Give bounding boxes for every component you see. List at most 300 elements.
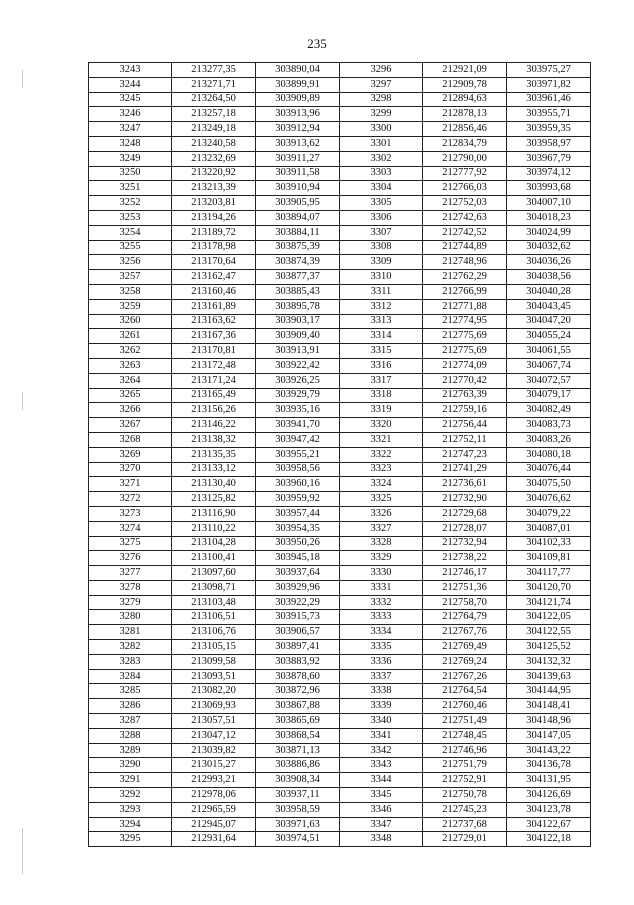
y-coordinate-cell: 304075,50 (507, 477, 591, 492)
x-coordinate-cell: 213277,35 (172, 63, 256, 78)
y-coordinate-cell: 303959,92 (256, 492, 340, 507)
table-row (89, 699, 591, 714)
point-number-cell: 3246 (89, 107, 172, 122)
y-coordinate-cell: 303926,25 (256, 373, 340, 388)
y-coordinate-cell: 304024,99 (507, 225, 591, 240)
point-number-cell: 3248 (89, 136, 172, 151)
y-coordinate-cell: 303974,51 (256, 832, 340, 847)
x-coordinate-cell: 213162,47 (172, 270, 256, 285)
x-coordinate-cell: 213213,39 (172, 181, 256, 196)
x-coordinate-cell: 212766,03 (423, 181, 507, 196)
y-coordinate-cell: 304109,81 (507, 551, 591, 566)
x-coordinate-cell: 212894,63 (423, 92, 507, 107)
point-number-cell: 3312 (340, 299, 423, 314)
x-coordinate-cell: 212760,46 (423, 699, 507, 714)
x-coordinate-cell: 213099,58 (172, 654, 256, 669)
x-coordinate-cell: 213161,89 (172, 299, 256, 314)
point-number-cell: 3271 (89, 477, 172, 492)
scan-margin-mark (22, 828, 23, 874)
x-coordinate-cell: 213133,12 (172, 462, 256, 477)
point-number-cell: 3276 (89, 551, 172, 566)
x-coordinate-cell: 212769,24 (423, 654, 507, 669)
x-coordinate-cell: 212774,09 (423, 358, 507, 373)
table-row (89, 92, 591, 107)
point-number-cell: 3345 (340, 788, 423, 803)
table-row (89, 551, 591, 566)
point-number-cell: 3267 (89, 418, 172, 433)
table-row (89, 403, 591, 418)
point-number-cell: 3257 (89, 270, 172, 285)
point-number-cell: 3286 (89, 699, 172, 714)
y-coordinate-cell: 304122,05 (507, 610, 591, 625)
y-coordinate-cell: 304083,73 (507, 418, 591, 433)
y-coordinate-cell: 303884,11 (256, 225, 340, 240)
x-coordinate-cell: 213240,58 (172, 136, 256, 151)
point-number-cell: 3329 (340, 551, 423, 566)
x-coordinate-cell: 212745,23 (423, 802, 507, 817)
point-number-cell: 3253 (89, 210, 172, 225)
x-coordinate-cell: 212741,29 (423, 462, 507, 477)
point-number-cell: 3319 (340, 403, 423, 418)
x-coordinate-cell: 212775,69 (423, 344, 507, 359)
point-number-cell: 3279 (89, 595, 172, 610)
x-coordinate-cell: 213138,32 (172, 432, 256, 447)
table-row (89, 462, 591, 477)
table-row (89, 832, 591, 847)
x-coordinate-cell: 212742,63 (423, 210, 507, 225)
table-row (89, 255, 591, 270)
point-number-cell: 3281 (89, 625, 172, 640)
y-coordinate-cell: 303955,21 (256, 447, 340, 462)
point-number-cell: 3330 (340, 566, 423, 581)
point-number-cell: 3268 (89, 432, 172, 447)
x-coordinate-cell: 212921,09 (423, 63, 507, 78)
point-number-cell: 3348 (340, 832, 423, 847)
x-coordinate-cell: 212770,42 (423, 373, 507, 388)
x-coordinate-cell: 213146,22 (172, 418, 256, 433)
x-coordinate-cell: 213116,90 (172, 506, 256, 521)
point-number-cell: 3301 (340, 136, 423, 151)
table-row (89, 802, 591, 817)
x-coordinate-cell: 212748,96 (423, 255, 507, 270)
point-number-cell: 3290 (89, 758, 172, 773)
x-coordinate-cell: 212742,52 (423, 225, 507, 240)
table-row (89, 714, 591, 729)
x-coordinate-cell: 213105,15 (172, 640, 256, 655)
y-coordinate-cell: 304148,96 (507, 714, 591, 729)
x-coordinate-cell: 213170,81 (172, 344, 256, 359)
point-number-cell: 3285 (89, 684, 172, 699)
x-coordinate-cell: 212732,94 (423, 536, 507, 551)
y-coordinate-cell: 304055,24 (507, 329, 591, 344)
x-coordinate-cell: 212736,61 (423, 477, 507, 492)
x-coordinate-cell: 212744,89 (423, 240, 507, 255)
point-number-cell: 3299 (340, 107, 423, 122)
y-coordinate-cell: 304143,22 (507, 743, 591, 758)
y-coordinate-cell: 303909,40 (256, 329, 340, 344)
y-coordinate-cell: 303894,07 (256, 210, 340, 225)
y-coordinate-cell: 303959,35 (507, 122, 591, 137)
y-coordinate-cell: 303971,63 (256, 817, 340, 832)
x-coordinate-cell: 212729,68 (423, 506, 507, 521)
point-number-cell: 3269 (89, 447, 172, 462)
y-coordinate-cell: 304082,49 (507, 403, 591, 418)
y-coordinate-cell: 303871,13 (256, 743, 340, 758)
point-number-cell: 3254 (89, 225, 172, 240)
x-coordinate-cell: 212759,16 (423, 403, 507, 418)
point-number-cell: 3302 (340, 151, 423, 166)
x-coordinate-cell: 213100,41 (172, 551, 256, 566)
y-coordinate-cell: 304123,78 (507, 802, 591, 817)
x-coordinate-cell: 212766,99 (423, 284, 507, 299)
x-coordinate-cell: 213172,48 (172, 358, 256, 373)
x-coordinate-cell: 212909,78 (423, 77, 507, 92)
point-number-cell: 3313 (340, 314, 423, 329)
table-row (89, 373, 591, 388)
y-coordinate-cell: 303911,58 (256, 166, 340, 181)
point-number-cell: 3280 (89, 610, 172, 625)
point-number-cell: 3273 (89, 506, 172, 521)
y-coordinate-cell: 303960,16 (256, 477, 340, 492)
x-coordinate-cell: 213264,50 (172, 92, 256, 107)
point-number-cell: 3326 (340, 506, 423, 521)
x-coordinate-cell: 213203,81 (172, 196, 256, 211)
x-coordinate-cell: 212775,69 (423, 329, 507, 344)
point-number-cell: 3308 (340, 240, 423, 255)
x-coordinate-cell: 212965,59 (172, 802, 256, 817)
point-number-cell: 3324 (340, 477, 423, 492)
x-coordinate-cell: 212728,07 (423, 521, 507, 536)
y-coordinate-cell: 303883,92 (256, 654, 340, 669)
x-coordinate-cell: 212834,79 (423, 136, 507, 151)
y-coordinate-cell: 304120,70 (507, 580, 591, 595)
y-coordinate-cell: 303913,91 (256, 344, 340, 359)
y-coordinate-cell: 303974,12 (507, 166, 591, 181)
page-number: 235 (307, 36, 327, 51)
point-number-cell: 3292 (89, 788, 172, 803)
y-coordinate-cell: 304040,28 (507, 284, 591, 299)
point-number-cell: 3282 (89, 640, 172, 655)
x-coordinate-cell: 213015,27 (172, 758, 256, 773)
table-row (89, 358, 591, 373)
table-row (89, 728, 591, 743)
y-coordinate-cell: 303922,29 (256, 595, 340, 610)
point-number-cell: 3294 (89, 817, 172, 832)
y-coordinate-cell: 303875,39 (256, 240, 340, 255)
x-coordinate-cell: 212774,95 (423, 314, 507, 329)
table-row (89, 743, 591, 758)
y-coordinate-cell: 303915,73 (256, 610, 340, 625)
y-coordinate-cell: 304122,18 (507, 832, 591, 847)
x-coordinate-cell: 212729,01 (423, 832, 507, 847)
point-number-cell: 3325 (340, 492, 423, 507)
x-coordinate-cell: 213167,36 (172, 329, 256, 344)
x-coordinate-cell: 212750,78 (423, 788, 507, 803)
x-coordinate-cell: 213163,62 (172, 314, 256, 329)
y-coordinate-cell: 303877,37 (256, 270, 340, 285)
y-coordinate-cell: 303899,91 (256, 77, 340, 92)
x-coordinate-cell: 212751,36 (423, 580, 507, 595)
point-number-cell: 3265 (89, 388, 172, 403)
y-coordinate-cell: 303941,70 (256, 418, 340, 433)
y-coordinate-cell: 303955,71 (507, 107, 591, 122)
y-coordinate-cell: 303878,60 (256, 669, 340, 684)
x-coordinate-cell: 212978,06 (172, 788, 256, 803)
point-number-cell: 3304 (340, 181, 423, 196)
table-row (89, 151, 591, 166)
table-row (89, 225, 591, 240)
y-coordinate-cell: 304018,23 (507, 210, 591, 225)
x-coordinate-cell: 212777,92 (423, 166, 507, 181)
table-row (89, 447, 591, 462)
table-row (89, 492, 591, 507)
point-number-cell: 3310 (340, 270, 423, 285)
y-coordinate-cell: 303958,56 (256, 462, 340, 477)
x-coordinate-cell: 213057,51 (172, 714, 256, 729)
y-coordinate-cell: 303885,43 (256, 284, 340, 299)
y-coordinate-cell: 303895,78 (256, 299, 340, 314)
y-coordinate-cell: 303993,68 (507, 181, 591, 196)
x-coordinate-cell: 213047,12 (172, 728, 256, 743)
point-number-cell: 3283 (89, 654, 172, 669)
x-coordinate-cell: 212767,26 (423, 669, 507, 684)
table-row (89, 640, 591, 655)
x-coordinate-cell: 213257,18 (172, 107, 256, 122)
y-coordinate-cell: 304147,05 (507, 728, 591, 743)
point-number-cell: 3297 (340, 77, 423, 92)
x-coordinate-cell: 213156,26 (172, 403, 256, 418)
x-coordinate-cell: 213232,69 (172, 151, 256, 166)
table-row (89, 181, 591, 196)
y-coordinate-cell: 303872,96 (256, 684, 340, 699)
point-number-cell: 3343 (340, 758, 423, 773)
point-number-cell: 3335 (340, 640, 423, 655)
point-number-cell: 3334 (340, 625, 423, 640)
x-coordinate-cell: 212751,79 (423, 758, 507, 773)
point-number-cell: 3300 (340, 122, 423, 137)
y-coordinate-cell: 304080,18 (507, 447, 591, 462)
y-coordinate-cell: 304087,01 (507, 521, 591, 536)
y-coordinate-cell: 304083,26 (507, 432, 591, 447)
x-coordinate-cell: 212752,11 (423, 432, 507, 447)
point-number-cell: 3342 (340, 743, 423, 758)
x-coordinate-cell: 212878,13 (423, 107, 507, 122)
point-number-cell: 3256 (89, 255, 172, 270)
y-coordinate-cell: 304122,67 (507, 817, 591, 832)
table-row (89, 595, 591, 610)
y-coordinate-cell: 304117,77 (507, 566, 591, 581)
point-number-cell: 3287 (89, 714, 172, 729)
table-row (89, 314, 591, 329)
x-coordinate-cell: 213082,20 (172, 684, 256, 699)
x-coordinate-cell: 213106,51 (172, 610, 256, 625)
x-coordinate-cell: 213194,26 (172, 210, 256, 225)
y-coordinate-cell: 304076,44 (507, 462, 591, 477)
y-coordinate-cell: 303913,62 (256, 136, 340, 151)
y-coordinate-cell: 304144,95 (507, 684, 591, 699)
point-number-cell: 3262 (89, 344, 172, 359)
point-number-cell: 3243 (89, 63, 172, 78)
point-number-cell: 3347 (340, 817, 423, 832)
point-number-cell: 3250 (89, 166, 172, 181)
point-number-cell: 3307 (340, 225, 423, 240)
x-coordinate-cell: 212762,29 (423, 270, 507, 285)
point-number-cell: 3293 (89, 802, 172, 817)
y-coordinate-cell: 304139,63 (507, 669, 591, 684)
x-coordinate-cell: 212856,46 (423, 122, 507, 137)
y-coordinate-cell: 303867,88 (256, 699, 340, 714)
point-number-cell: 3272 (89, 492, 172, 507)
point-number-cell: 3322 (340, 447, 423, 462)
point-number-cell: 3260 (89, 314, 172, 329)
x-coordinate-cell: 213110,22 (172, 521, 256, 536)
y-coordinate-cell: 303947,42 (256, 432, 340, 447)
point-number-cell: 3275 (89, 536, 172, 551)
x-coordinate-cell: 213171,24 (172, 373, 256, 388)
point-number-cell: 3332 (340, 595, 423, 610)
point-number-cell: 3327 (340, 521, 423, 536)
scan-margin-mark (22, 392, 23, 410)
x-coordinate-cell: 213130,40 (172, 477, 256, 492)
point-number-cell: 3263 (89, 358, 172, 373)
point-number-cell: 3336 (340, 654, 423, 669)
x-coordinate-cell: 212764,54 (423, 684, 507, 699)
x-coordinate-cell: 213097,60 (172, 566, 256, 581)
table-row (89, 654, 591, 669)
point-number-cell: 3346 (340, 802, 423, 817)
x-coordinate-cell: 212993,21 (172, 773, 256, 788)
point-number-cell: 3288 (89, 728, 172, 743)
table-row (89, 418, 591, 433)
y-coordinate-cell: 303967,79 (507, 151, 591, 166)
point-number-cell: 3306 (340, 210, 423, 225)
x-coordinate-cell: 212751,49 (423, 714, 507, 729)
y-coordinate-cell: 303868,54 (256, 728, 340, 743)
y-coordinate-cell: 304067,74 (507, 358, 591, 373)
table-row (89, 506, 591, 521)
point-number-cell: 3320 (340, 418, 423, 433)
table-row (89, 684, 591, 699)
x-coordinate-cell: 212752,91 (423, 773, 507, 788)
point-number-cell: 3309 (340, 255, 423, 270)
y-coordinate-cell: 304131,95 (507, 773, 591, 788)
y-coordinate-cell: 303929,79 (256, 388, 340, 403)
x-coordinate-cell: 212767,76 (423, 625, 507, 640)
table-row (89, 107, 591, 122)
y-coordinate-cell: 304072,57 (507, 373, 591, 388)
table-row (89, 329, 591, 344)
point-number-cell: 3247 (89, 122, 172, 137)
point-number-cell: 3317 (340, 373, 423, 388)
point-number-cell: 3316 (340, 358, 423, 373)
point-number-cell: 3249 (89, 151, 172, 166)
table-row (89, 788, 591, 803)
y-coordinate-cell: 304007,10 (507, 196, 591, 211)
table-row (89, 625, 591, 640)
x-coordinate-cell: 212931,64 (172, 832, 256, 847)
y-coordinate-cell: 303897,41 (256, 640, 340, 655)
x-coordinate-cell: 213249,18 (172, 122, 256, 137)
point-number-cell: 3298 (340, 92, 423, 107)
table-row (89, 536, 591, 551)
point-number-cell: 3266 (89, 403, 172, 418)
x-coordinate-cell: 213271,71 (172, 77, 256, 92)
table-row (89, 136, 591, 151)
x-coordinate-cell: 213189,72 (172, 225, 256, 240)
x-coordinate-cell: 212758,70 (423, 595, 507, 610)
y-coordinate-cell: 303929,96 (256, 580, 340, 595)
y-coordinate-cell: 304079,17 (507, 388, 591, 403)
point-number-cell: 3296 (340, 63, 423, 78)
scan-margin-mark (22, 70, 23, 88)
y-coordinate-cell: 303874,39 (256, 255, 340, 270)
y-coordinate-cell: 303903,17 (256, 314, 340, 329)
y-coordinate-cell: 304061,55 (507, 344, 591, 359)
table-row (89, 122, 591, 137)
table-row (89, 240, 591, 255)
table-row (89, 166, 591, 181)
y-coordinate-cell: 303935,16 (256, 403, 340, 418)
table-row (89, 521, 591, 536)
x-coordinate-cell: 213069,93 (172, 699, 256, 714)
point-number-cell: 3305 (340, 196, 423, 211)
table-row (89, 610, 591, 625)
coordinates-table-body (89, 63, 591, 847)
y-coordinate-cell: 303908,34 (256, 773, 340, 788)
y-coordinate-cell: 303937,64 (256, 566, 340, 581)
point-number-cell: 3270 (89, 462, 172, 477)
y-coordinate-cell: 303958,97 (507, 136, 591, 151)
y-coordinate-cell: 304126,69 (507, 788, 591, 803)
x-coordinate-cell: 212738,22 (423, 551, 507, 566)
y-coordinate-cell: 304076,62 (507, 492, 591, 507)
x-coordinate-cell: 212769,49 (423, 640, 507, 655)
x-coordinate-cell: 212764,79 (423, 610, 507, 625)
point-number-cell: 3291 (89, 773, 172, 788)
x-coordinate-cell: 213103,48 (172, 595, 256, 610)
table-row (89, 773, 591, 788)
coordinates-table (88, 62, 591, 847)
x-coordinate-cell: 212746,17 (423, 566, 507, 581)
x-coordinate-cell: 213220,92 (172, 166, 256, 181)
y-coordinate-cell: 303890,04 (256, 63, 340, 78)
x-coordinate-cell: 212945,07 (172, 817, 256, 832)
y-coordinate-cell: 304102,33 (507, 536, 591, 551)
table-row (89, 566, 591, 581)
y-coordinate-cell: 303912,94 (256, 122, 340, 137)
y-coordinate-cell: 304136,78 (507, 758, 591, 773)
table-row (89, 77, 591, 92)
point-number-cell: 3339 (340, 699, 423, 714)
y-coordinate-cell: 303945,18 (256, 551, 340, 566)
point-number-cell: 3251 (89, 181, 172, 196)
point-number-cell: 3311 (340, 284, 423, 299)
table-row (89, 817, 591, 832)
table-row (89, 344, 591, 359)
table-row (89, 580, 591, 595)
x-coordinate-cell: 213104,28 (172, 536, 256, 551)
point-number-cell: 3337 (340, 669, 423, 684)
point-number-cell: 3323 (340, 462, 423, 477)
point-number-cell: 3277 (89, 566, 172, 581)
y-coordinate-cell: 303971,82 (507, 77, 591, 92)
y-coordinate-cell: 304122,55 (507, 625, 591, 640)
table-row (89, 210, 591, 225)
point-number-cell: 3333 (340, 610, 423, 625)
point-number-cell: 3303 (340, 166, 423, 181)
x-coordinate-cell: 213165,49 (172, 388, 256, 403)
point-number-cell: 3258 (89, 284, 172, 299)
